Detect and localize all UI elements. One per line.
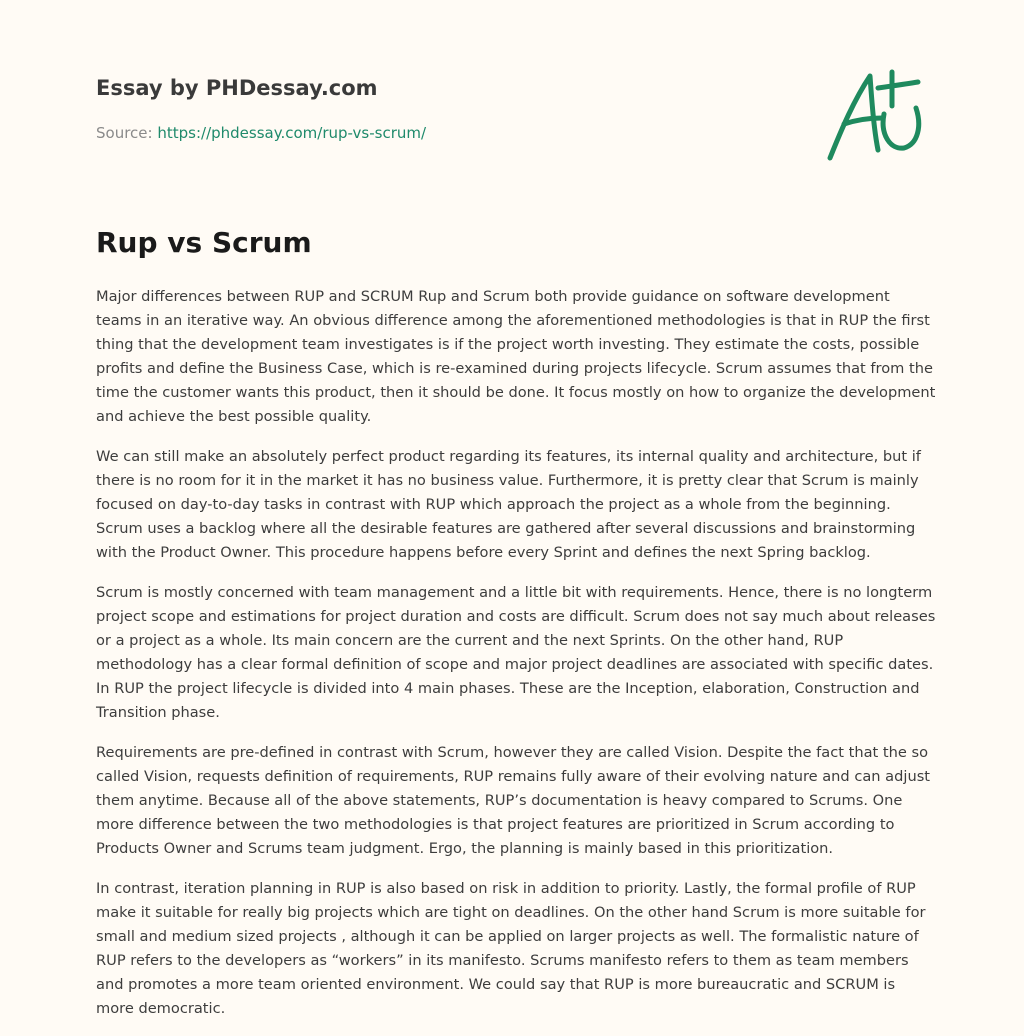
paragraph: We can still make an absolutely perfect product regarding its features, its internal quality and architecture, but if there is no room for it in the market it has no business value. Furthermore, it is pretty clear that Scrum is mainly focused on day-to-day tasks in contrast with RUP which approach the project as a whole from the beginning. Scrum uses a backlog where all the desirable features are gathered after several discussions and brainstorming with the Product Owner. This procedure happens before every Sprint and defines the next Spring backlog.: [96, 448, 921, 561]
source-link[interactable]: https://phdessay.com/rup-vs-scrum/: [157, 124, 427, 142]
paragraph: Requirements are pre-defined in contrast with Scrum, however they are called Vision. Despite the fact that the so called Vision, requests definition of requirements, RUP remains fully aware of their evolving nature and can adjust them anytime. Because all of the above statements, RUP’s documentation is heavy compared to Scrums. One more difference between the two methodologies is that project features are prioritized in Scrum according to Products Owner and Scrums team judgment. Ergo, the planning is mainly based in this prioritization.: [96, 744, 931, 857]
paragraph: In contrast, iteration planning in RUP is also based on risk in addition to priority. Lastly, the formal profile of RUP make it suitable for really big projects which are tight on deadlines. On the other hand Scrum is more suitable for small and medium sized projects , although it can be applied on larger projects as well. The formalistic nature of RUP refers to the developers as “workers” in its manifesto. Scrums manifesto refers to them as team members and promotes a more team oriented environment. We could say that RUP is more bureaucratic and SCRUM is more democratic.: [96, 880, 926, 1017]
source-line: [96, 124, 426, 142]
a-plus-logo-icon: [820, 64, 930, 166]
page-title: Rup vs Scrum: [96, 226, 312, 259]
source-label: Source:: [96, 124, 153, 142]
paragraph: Major differences between RUP and SCRUM Rup and Scrum both provide guidance on software development teams in an iterative way. An obvious difference among the aforementioned methodologies is that in RUP the first thing that the development team investigates is if the project worth investing. They estimate the costs, possible profits and define the Business Case, which is re-examined during projects lifecycle. Scrum assumes that from the time the customer wants this product, then it should be done. It focus mostly on how to organize the development and achieve the best possible quality.: [96, 288, 936, 425]
paragraph: Scrum is mostly concerned with team management and a little bit with requirements. Hence, there is no longterm project scope and estimations for project duration and costs are difficult. Scrum does not say much about releases or a project as a whole. Its main concern are the current and the next Sprints. On the other hand, RUP methodology has a clear formal definition of scope and major project deadlines are associated with specific dates. In RUP the project lifecycle is divided into 4 main phases. These are the Inception, elaboration, Construction and Transition phase.: [96, 584, 936, 721]
article-body: [96, 285, 936, 1036]
header-brand: Essay by PHDessay.com: [96, 76, 378, 100]
